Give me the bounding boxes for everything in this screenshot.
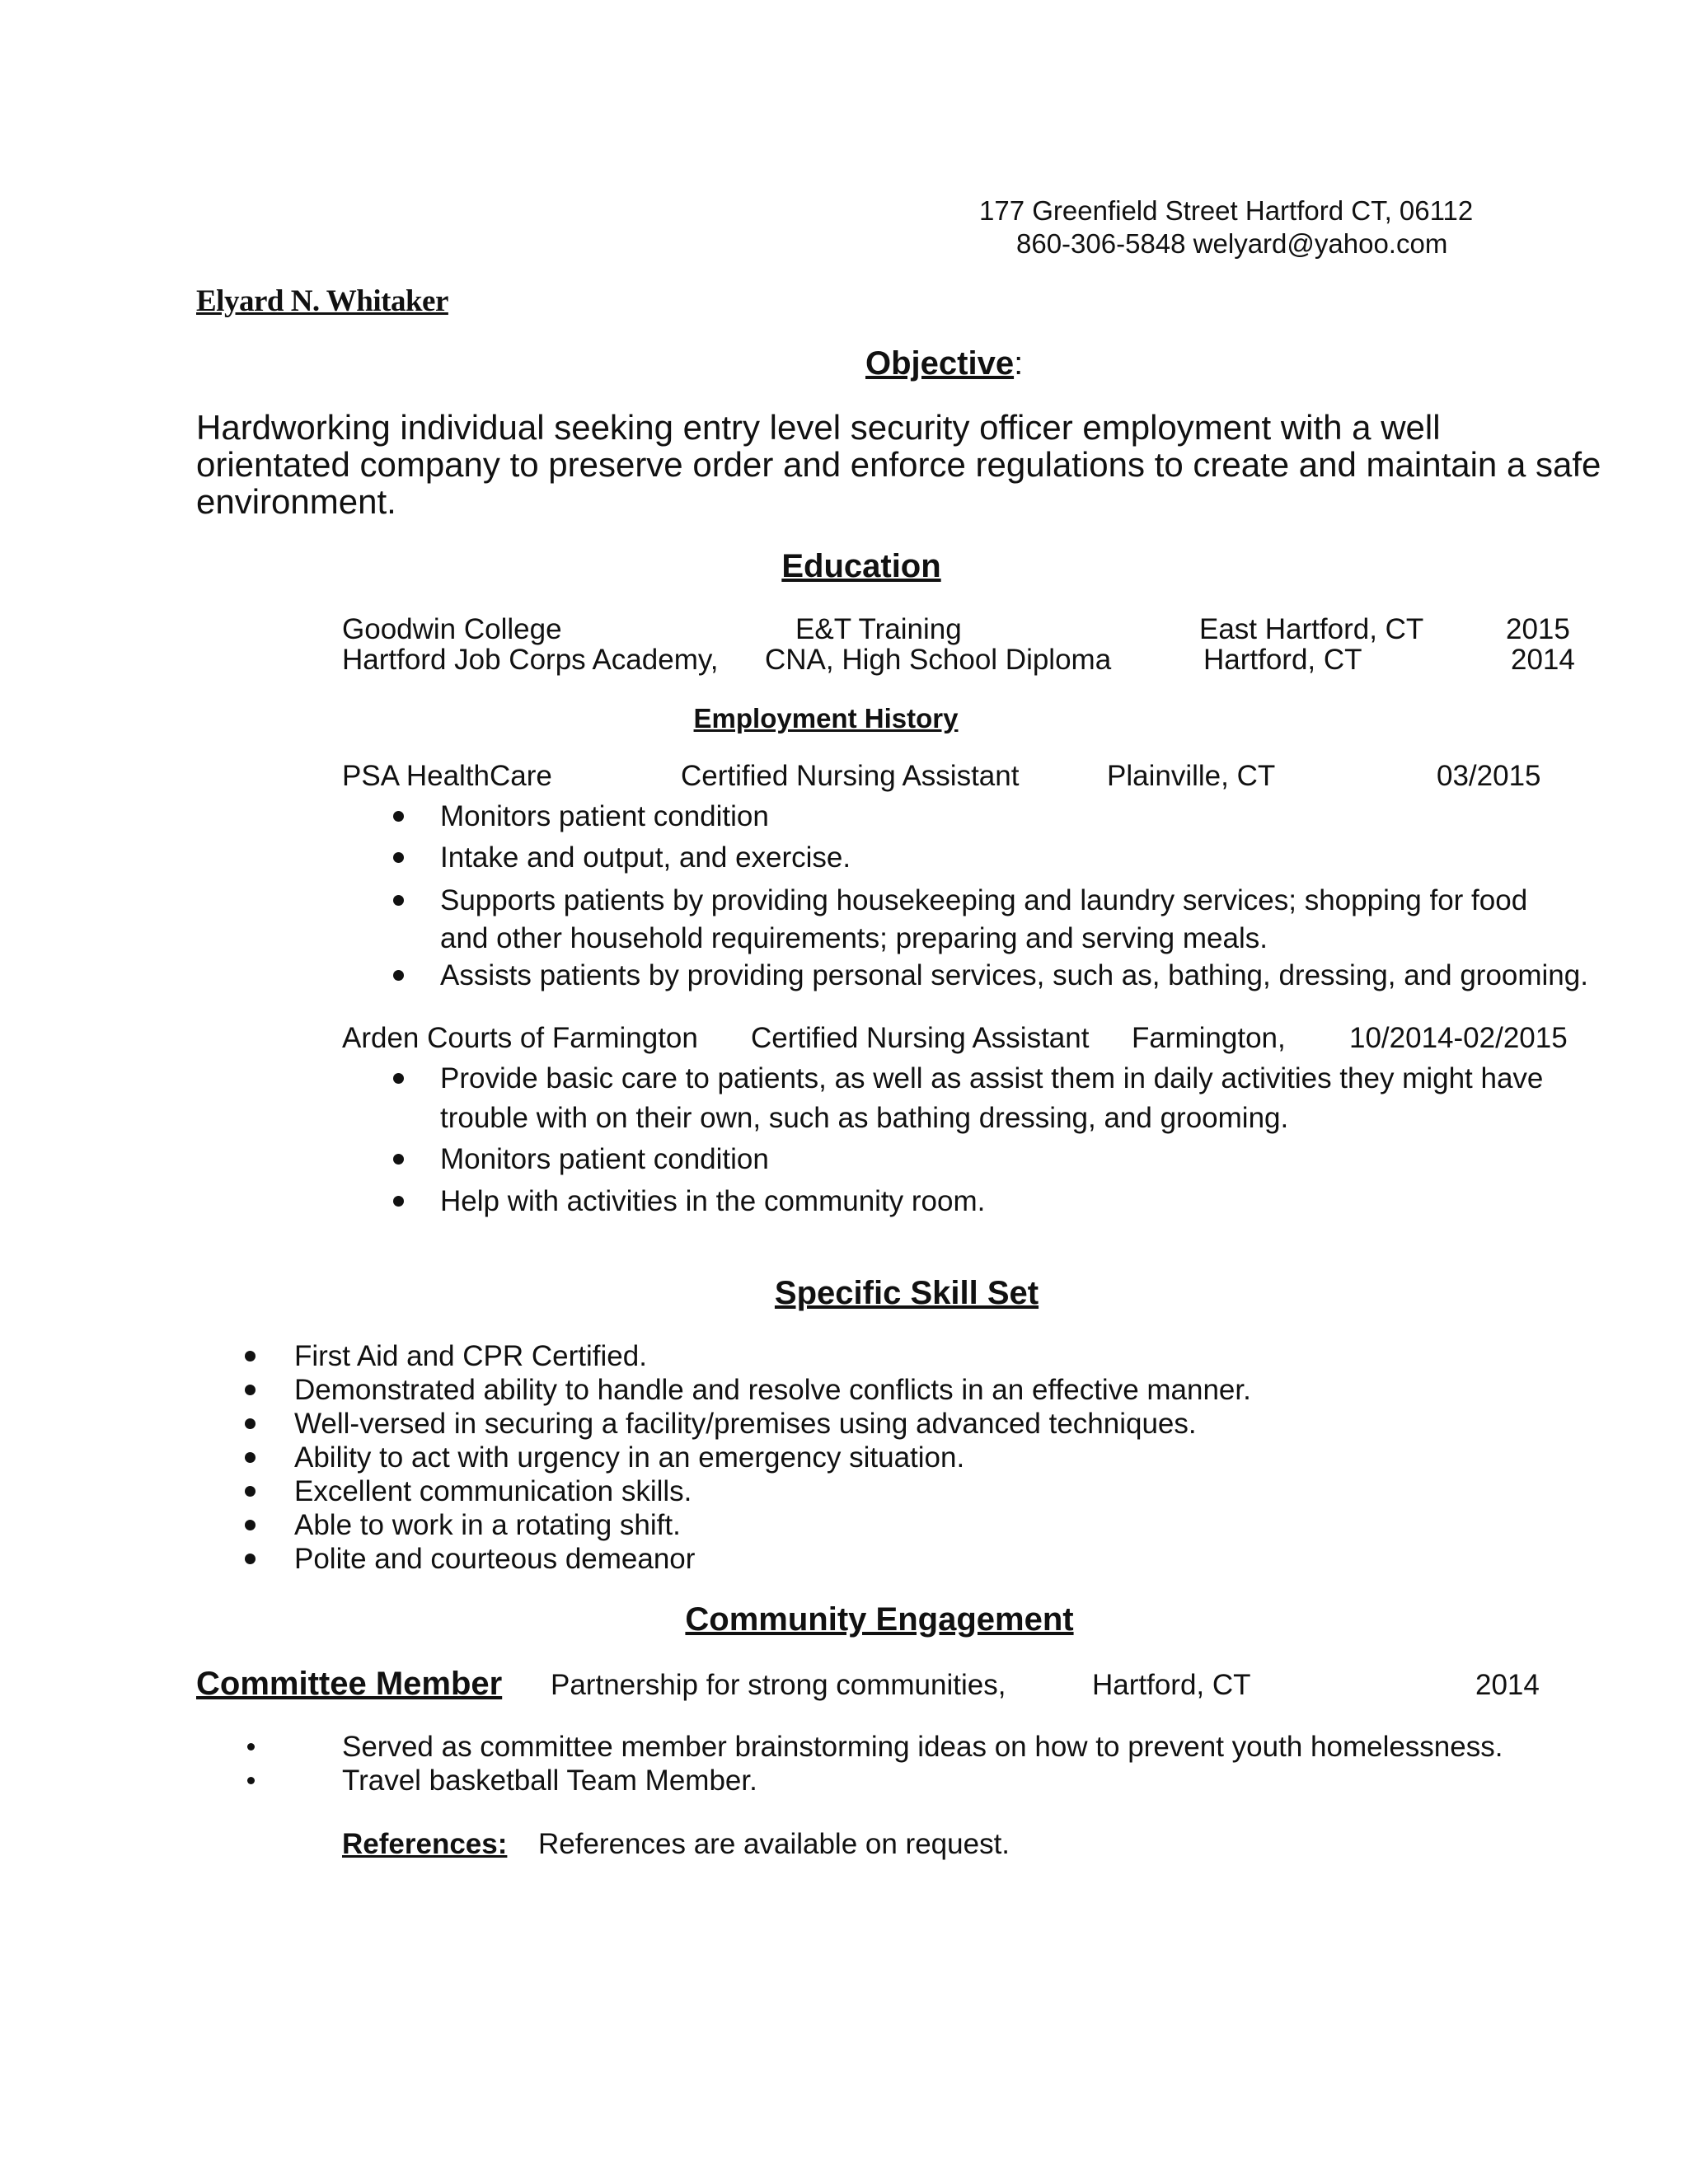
community-item: Served as committee member brainstorming ideas on how to prevent youth homelessness.	[342, 1731, 1503, 1763]
objective-heading-wrap	[865, 344, 1023, 382]
bullet-icon	[393, 1073, 404, 1084]
job-duty: Intake and output, and exercise.	[440, 841, 851, 874]
skill-item: Polite and courteous demeanor	[294, 1543, 696, 1575]
bullet-icon	[393, 895, 404, 906]
bullet-icon	[247, 1777, 255, 1784]
skill-item: Demonstrated ability to handle and resolve conflicts in an effective manner.	[294, 1374, 1251, 1406]
bullet-icon	[245, 1486, 256, 1497]
bullet-icon	[245, 1385, 256, 1395]
education-program: CNA, High School Diploma	[765, 644, 1112, 676]
skill-item: Ability to act with urgency in an emergency situation.	[294, 1441, 965, 1474]
bullet-icon	[393, 970, 404, 981]
objective-heading: Objective	[865, 345, 1015, 382]
job-dates: 03/2015	[1437, 760, 1541, 792]
employment-heading: Employment History	[693, 703, 959, 733]
job-title: Certified Nursing Assistant	[751, 1022, 1090, 1054]
skill-item: Able to work in a rotating shift.	[294, 1509, 681, 1541]
education-school: Goodwin College	[342, 613, 562, 645]
bullet-icon	[245, 1554, 256, 1564]
objective-line-3: environment.	[196, 482, 396, 521]
job-duty: Monitors patient condition	[440, 800, 769, 832]
job-title: Certified Nursing Assistant	[681, 760, 1020, 792]
job-location: Plainville, CT	[1107, 760, 1276, 792]
community-item: Travel basketball Team Member.	[342, 1765, 757, 1797]
job-duty-continued: trouble with on their own, such as bathing dressing, and grooming.	[440, 1102, 1289, 1134]
education-year: 2014	[1511, 644, 1575, 676]
job-employer: PSA HealthCare	[342, 760, 552, 792]
bullet-icon	[393, 811, 404, 822]
skill-item: First Aid and CPR Certified.	[294, 1340, 647, 1372]
education-program: E&T Training	[795, 613, 962, 645]
objective-line-1: Hardworking individual seeking entry level security officer employment with a well	[196, 408, 1441, 447]
skills-heading: Specific Skill Set	[774, 1275, 1039, 1311]
contact-line: 860-306-5848 welyard@yahoo.com	[1016, 228, 1448, 259]
community-role: Committee Member	[196, 1666, 503, 1702]
address-line: 177 Greenfield Street Hartford CT, 06112	[979, 195, 1474, 226]
job-duty: Help with activities in the community room.	[440, 1185, 986, 1217]
bullet-icon	[245, 1351, 256, 1361]
bullet-icon	[247, 1743, 255, 1750]
skill-item: Well-versed in securing a facility/premises using advanced techniques.	[294, 1408, 1197, 1440]
job-employer: Arden Courts of Farmington	[342, 1022, 698, 1054]
objective-line-2: orientated company to preserve order and enforce regulations to create and maintain a safe	[196, 445, 1601, 484]
bullet-icon	[393, 852, 404, 863]
job-duty: Monitors patient condition	[440, 1143, 769, 1175]
community-location: Hartford, CT	[1092, 1669, 1251, 1701]
bullet-icon	[393, 1154, 404, 1165]
bullet-icon	[245, 1452, 256, 1463]
job-dates: 10/2014-02/2015	[1349, 1022, 1568, 1054]
community-organization: Partnership for strong communities,	[551, 1669, 1006, 1701]
education-school: Hartford Job Corps Academy,	[342, 644, 719, 676]
job-duty-continued: and other household requirements; preparing and serving meals.	[440, 922, 1268, 954]
education-location: East Hartford, CT	[1199, 613, 1424, 645]
references-label: References:	[342, 1828, 508, 1860]
references-text: References are available on request.	[538, 1828, 1010, 1860]
job-duty: Supports patients by providing housekeeping and laundry services; shopping for food	[440, 884, 1528, 916]
community-year: 2014	[1475, 1669, 1540, 1701]
education-location: Hartford, CT	[1203, 644, 1362, 676]
objective-colon: :	[1014, 345, 1024, 382]
skill-item: Excellent communication skills.	[294, 1475, 692, 1507]
bullet-icon	[245, 1418, 256, 1429]
bullet-icon	[393, 1196, 404, 1207]
job-location: Farmington,	[1132, 1022, 1286, 1054]
applicant-name: Elyard N. Whitaker	[196, 284, 448, 318]
job-duty: Assists patients by providing personal services, such as, bathing, dressing, and grooming.	[440, 959, 1588, 991]
education-year: 2015	[1506, 613, 1570, 645]
community-heading: Community Engagement	[685, 1601, 1074, 1638]
job-duty: Provide basic care to patients, as well as assist them in daily activities they might have	[440, 1062, 1544, 1094]
education-heading: Education	[781, 548, 941, 584]
bullet-icon	[245, 1520, 256, 1530]
